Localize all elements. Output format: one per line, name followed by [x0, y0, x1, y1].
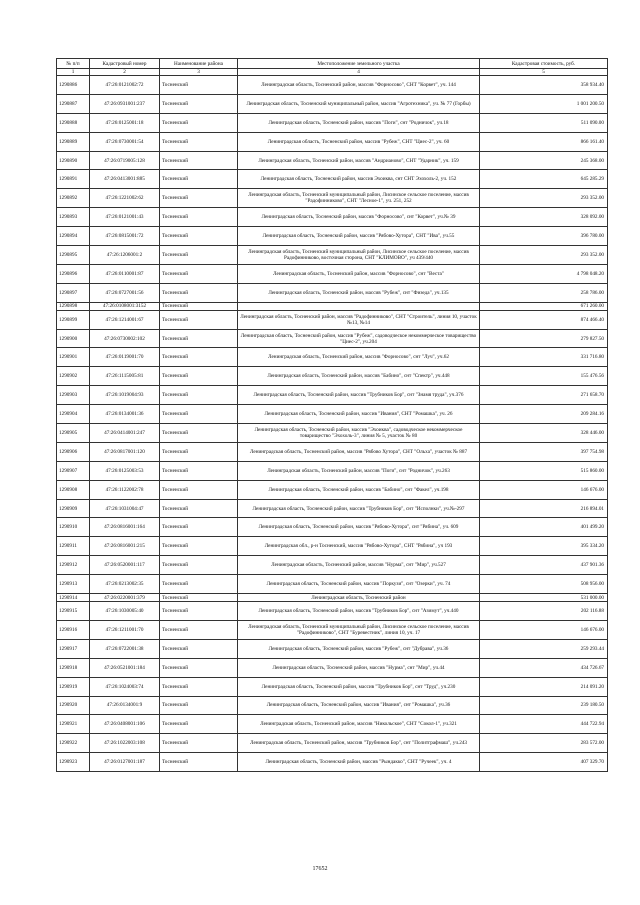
plot-location-cell: Ленинградская область, Тосненский район, массив "Эхоиква", садоводческое некоммерческое товарищество "Эхохоль-3", линия № 5, участок № 80 [238, 424, 480, 443]
row-number-cell: 1290894 [57, 227, 90, 246]
district-name-cell: Тосненский [160, 575, 238, 594]
district-name-cell: Тосненский [160, 113, 238, 132]
cadastral-value-cell: 146 676.00 [480, 620, 608, 639]
table-row [57, 442, 608, 461]
cadastral-value-cell: 508 956.00 [480, 575, 608, 594]
cadastral-value-cell: 328 446.00 [480, 424, 608, 443]
plot-location-cell: Ленинградская область, Тосненский район, массив "Рубеж", садоводческое некоммерческое товарищество "Циес-2", уч.204 [238, 329, 480, 348]
row-number-cell: 1290923 [57, 753, 90, 772]
cadastral-number-cell: 47:26:0816001:164 [90, 518, 160, 537]
plot-location-cell: Ленинградская область, Тосненский район, массив "Радофинниково", СНТ "Строитель", линия 10, участок №13, №14 [238, 310, 480, 329]
district-name-cell: Тосненский [160, 480, 238, 499]
cadastral-value-cell: 293 352.00 [480, 246, 608, 265]
row-number-cell: 1290909 [57, 499, 90, 518]
header-cadastral-value: Кадастровая стоимость, руб. [480, 59, 608, 69]
row-number-cell: 1290897 [57, 283, 90, 302]
row-number-cell: 1290893 [57, 208, 90, 227]
table-row [57, 189, 608, 208]
row-number-cell: 1290921 [57, 715, 90, 734]
district-name-cell: Тосненский [160, 677, 238, 696]
table-row [57, 734, 608, 753]
header-column-index-5: 5 [480, 69, 608, 76]
cadastral-value-cell: 209 284.16 [480, 405, 608, 424]
plot-location-cell: Ленинградская область, Тосненский район, массив "Форносово", снт "Веста" [238, 264, 480, 283]
header-column-index-1: 1 [57, 69, 90, 76]
plot-location-cell: Ленинградская область, Тосненский район, массив "Нурма", снт "Мир", уч.527 [238, 556, 480, 575]
cadastral-number-cell: 47:26:1122002:78 [90, 480, 160, 499]
cadastral-number-cell: 47:26:0414001:247 [90, 424, 160, 443]
cadastral-value-cell: 328 092.00 [480, 208, 608, 227]
cadastral-value-cell: 239 180.50 [480, 696, 608, 715]
row-number-cell: 1290886 [57, 76, 90, 95]
district-name-cell: Тосненский [160, 283, 238, 302]
district-name-cell: Тосненский [160, 246, 238, 265]
district-name-cell: Тосненский [160, 132, 238, 151]
district-name-cell: Тосненский [160, 734, 238, 753]
district-name-cell: Тосненский [160, 556, 238, 575]
plot-location-cell: Ленинградская область, Тосненский муниципальный район, Лисинское сельское поселение, массив "Радофинниково", СНТ "Лесное-1", уч. 251, 252 [238, 189, 480, 208]
cadastral-number-cell: 47:26:0408001:106 [90, 715, 160, 734]
row-number-cell: 1290915 [57, 602, 90, 621]
district-name-cell: Тосненский [160, 310, 238, 329]
district-name-cell: Тосненский [160, 696, 238, 715]
cadastral-value-cell: 4 798 048.20 [480, 264, 608, 283]
plot-location-cell: Ленинградская область, Тосненский район, массив "Рябово Хутора", СНТ "Ольха", участок № 887 [238, 442, 480, 461]
cadastral-number-cell: 47:26:0815001:72 [90, 227, 160, 246]
cadastral-number-cell: 47:26:0125001:18 [90, 113, 160, 132]
cadastral-value-cell: 293 352.00 [480, 189, 608, 208]
table-row [57, 132, 608, 151]
plot-location-cell: Ленинградская область, Тосненский район, массив "Рындакко", СНТ "Ручеек", уч. 4 [238, 753, 480, 772]
cadastral-number-cell: 47:26:0134001:36 [90, 405, 160, 424]
table-row [57, 329, 608, 348]
plot-location-cell: Ленинградская область, Тосненский район, массив "Трубников Бор", снт "Исполнки", уч.№-297 [238, 499, 480, 518]
table-row [57, 620, 608, 639]
cadastral-number-cell: 47:26:1214001:67 [90, 310, 160, 329]
plot-location-cell: Ленинградская область, Тосненский район, массив "Трубников Бор", снт "Азимут", уч.440 [238, 602, 480, 621]
district-name-cell: Тосненский [160, 499, 238, 518]
table-row [57, 348, 608, 367]
row-number-cell: 1290889 [57, 132, 90, 151]
plot-location-cell: Ленинградская область, Тосненский район, массив "Поги", снт "Родничок", уч.263 [238, 461, 480, 480]
cadastral-value-cell: 531 000.00 [480, 594, 608, 602]
row-number-cell: 1290890 [57, 151, 90, 170]
row-number-cell: 1290887 [57, 94, 90, 113]
table-row [57, 264, 608, 283]
district-name-cell: Тосненский [160, 537, 238, 556]
row-number-cell: 1290911 [57, 537, 90, 556]
plot-location-cell: Ленинградская область, Тосненский район, массив "Андрианово", СНТ "Ударник", уч. 159 [238, 151, 480, 170]
district-name-cell: Тосненский [160, 658, 238, 677]
district-name-cell: Тосненский [160, 424, 238, 443]
table-row [57, 113, 608, 132]
cadastral-number-cell: 47:26:0125003:53 [90, 461, 160, 480]
cadastral-value-cell: 434 726.67 [480, 658, 608, 677]
cadastral-number-cell: 47:26:0213002:35 [90, 575, 160, 594]
cadastral-value-cell: 645 285.29 [480, 170, 608, 189]
district-name-cell: Тосненский [160, 620, 238, 639]
cadastral-number-cell: 47:26:0121002:72 [90, 76, 160, 95]
cadastral-number-cell: 47:26:0121001:43 [90, 208, 160, 227]
cadastral-number-cell: 47:26:0521001:184 [90, 658, 160, 677]
cadastral-number-cell: 47:26:0722001:38 [90, 639, 160, 658]
cadastral-value-cell: 216 894.01 [480, 499, 608, 518]
row-number-cell: 1290901 [57, 348, 90, 367]
district-name-cell: Тосненский [160, 76, 238, 95]
row-number-cell: 1290888 [57, 113, 90, 132]
row-number-cell: 1290902 [57, 367, 90, 386]
row-number-cell: 1290896 [57, 264, 90, 283]
table-row [57, 639, 608, 658]
cadastral-number-cell: 47:26:1019004:93 [90, 386, 160, 405]
row-number-cell: 1290891 [57, 170, 90, 189]
district-name-cell: Тосненский [160, 442, 238, 461]
cadastral-number-cell: 47:26:1206001:2 [90, 246, 160, 265]
row-number-cell: 1290906 [57, 442, 90, 461]
cadastral-number-cell: 47:26:0220001:379 [90, 594, 160, 602]
cadastral-value-cell: 146 676.00 [480, 480, 608, 499]
row-number-cell: 1290903 [57, 386, 90, 405]
cadastral-value-cell: 401 499.20 [480, 518, 608, 537]
district-name-cell: Тосненский [160, 715, 238, 734]
cadastral-number-cell: 47:26:0730002:102 [90, 329, 160, 348]
plot-location-cell: Ленинградская область, Тосненский район, массив "Рубеж", снт "Физеда", уч.135 [238, 283, 480, 302]
table-row [57, 405, 608, 424]
table-row [57, 594, 608, 602]
table-row [57, 227, 608, 246]
table-row [57, 480, 608, 499]
cadastral-number-cell: 47:26:0931001:237 [90, 94, 160, 113]
cadastral-number-cell: 47:26:0108001:3152 [90, 302, 160, 310]
cadastral-value-cell: 866 161.40 [480, 132, 608, 151]
cadastral-value-cell: 271 658.70 [480, 386, 608, 405]
district-name-cell: Тосненский [160, 189, 238, 208]
row-number-cell: 1290900 [57, 329, 90, 348]
row-number-cell: 1290914 [57, 594, 90, 602]
cadastral-number-cell: 47:26:0730001:54 [90, 132, 160, 151]
header-row-number: № п/п [57, 59, 90, 69]
table-row [57, 537, 608, 556]
row-number-cell: 1290918 [57, 658, 90, 677]
plot-location-cell: Ленинградская область, Тосненский район, массив "Поркузи", снт "Озерки", уч. 74 [238, 575, 480, 594]
cadastral-value-cell: 279 827.50 [480, 329, 608, 348]
district-name-cell: Тосненский [160, 302, 238, 310]
header-column-index-3: 3 [160, 69, 238, 76]
plot-location-cell: Ленинградская область, Тосненский район, массив "Рябово-Хутора", снт "Рябина", уч. 609 [238, 518, 480, 537]
table-header [57, 59, 608, 76]
table-row [57, 151, 608, 170]
district-name-cell: Тосненский [160, 94, 238, 113]
table-row [57, 499, 608, 518]
plot-location-cell: Ленинградская область, Тосненский район, массив "Ивания", снт "Ромашка", уч.36 [238, 696, 480, 715]
table-row [57, 575, 608, 594]
plot-location-cell: Ленинградская область, Тосненский район, массив "Форносово", снт "Корвет", уч.№ 39 [238, 208, 480, 227]
cadastral-value-cell: 437 901.36 [480, 556, 608, 575]
plot-location-cell: Ленинградская область, Тосненский муниципальный район, массив "Агротехника", уч. № 77 (Горбы) [238, 94, 480, 113]
cadastral-number-cell: 47:26:0119001:70 [90, 348, 160, 367]
page-number: 17652 [312, 866, 328, 872]
row-number-cell: 1290913 [57, 575, 90, 594]
cadastral-number-cell: 47:26:0110001:87 [90, 264, 160, 283]
row-number-cell: 1290916 [57, 620, 90, 639]
table-row [57, 715, 608, 734]
plot-location-cell: Ленинградская область, Тосненский район, массив "Рубеж", снт "Дубрава", уч.36 [238, 639, 480, 658]
plot-location-cell: Ленинградская область, Тосненский район [238, 594, 480, 602]
plot-location-cell: Ленинградская область, Тосненский муниципальный район, Лисинское сельское поселение, массив "Радофинниково", СНТ "Буревестник", линия 10, уч. 17 [238, 620, 480, 639]
district-name-cell: Тосненский [160, 151, 238, 170]
district-name-cell: Тосненский [160, 594, 238, 602]
cadastral-number-cell: 47:26:1211001:70 [90, 620, 160, 639]
row-number-cell: 1290899 [57, 310, 90, 329]
plot-location-cell: Ленинградская область, Тосненский район, массив "Бабино", снт "Спектр", уч.448 [238, 367, 480, 386]
row-number-cell: 1290919 [57, 677, 90, 696]
plot-location-cell: Ленинградская область, Тосненский район, массив "Нурма", снт "Мир", уч.44 [238, 658, 480, 677]
table-row [57, 94, 608, 113]
table-row [57, 302, 608, 310]
table-row [57, 310, 608, 329]
cadastral-value-cell: 245 368.00 [480, 151, 608, 170]
district-name-cell: Тосненский [160, 227, 238, 246]
district-name-cell: Тосненский [160, 348, 238, 367]
plot-location-cell: Ленинградская область, Тосненский район, массив "Форносово", СНТ "Корвет", уч. 144 [238, 76, 480, 95]
table-row [57, 170, 608, 189]
row-number-cell: 1290920 [57, 696, 90, 715]
cadastral-number-cell: 47:26:1022003:108 [90, 734, 160, 753]
table-row [57, 658, 608, 677]
row-number-cell: 1290910 [57, 518, 90, 537]
cadastral-value-cell: 358 934.40 [480, 76, 608, 95]
header-cadastral-number: Кадастровый номер [90, 59, 160, 69]
row-number-cell: 1290907 [57, 461, 90, 480]
plot-location-cell: Ленинградская область, Тосненский район, массив "Форносово", снт "Луч", уч.62 [238, 348, 480, 367]
cadastral-number-cell: 47:26:0719005:128 [90, 151, 160, 170]
plot-location-cell: Ленинградская обл., р-н Тосненский, массив "Рябово-Хутора", СНТ "Рябина", уч 193 [238, 537, 480, 556]
plot-location-cell: Ленинградская область, Тосненский муниципальный район, Лисинское сельское поселение, массив Радофинниково, восточная сторона, СНТ "КЛИМОВО", уч 439/440 [238, 246, 480, 265]
cadastral-number-cell: 47:26:1030005:40 [90, 602, 160, 621]
header-district-name: Наименование района [160, 59, 238, 69]
cadastral-number-cell: 47:26:0413001:885 [90, 170, 160, 189]
district-name-cell: Тосненский [160, 367, 238, 386]
district-name-cell: Тосненский [160, 753, 238, 772]
district-name-cell: Тосненский [160, 461, 238, 480]
district-name-cell: Тосненский [160, 602, 238, 621]
district-name-cell: Тосненский [160, 329, 238, 348]
cadastral-value-cell: 396 780.00 [480, 227, 608, 246]
plot-location-cell: Ленинградская область, Тосненский район, массив "Трубников Бор", снт "Знамя труда", уч.376 [238, 386, 480, 405]
plot-location-cell: Ленинградская область, Тосненский район, массив "Трубников Бор", снт "Политграфмаш", уч.243 [238, 734, 480, 753]
cadastral-value-cell: 155 476.56 [480, 367, 608, 386]
table-row [57, 246, 608, 265]
cadastral-value-cell: 202 116.88 [480, 602, 608, 621]
cadastral-value-cell: 258 786.00 [480, 283, 608, 302]
cadastral-value-cell: 397 754.98 [480, 442, 608, 461]
table-row [57, 386, 608, 405]
table-row [57, 461, 608, 480]
header-plot-location: Местоположение земельного участка [238, 59, 480, 69]
table-row [57, 367, 608, 386]
cadastral-value-cell: 283 572.00 [480, 734, 608, 753]
row-number-cell: 1290898 [57, 302, 90, 310]
table-row [57, 424, 608, 443]
table-row [57, 208, 608, 227]
district-name-cell: Тосненский [160, 208, 238, 227]
plot-location-cell: Ленинградская область, Тосненский район, массив "Поги", снт "Родничок", уч.18 [238, 113, 480, 132]
cadastral-number-cell: 47:26:0520001:117 [90, 556, 160, 575]
cadastral-value-table-sheet [56, 58, 607, 772]
plot-location-cell: Ленинградская область, Тосненский район, массив "Трубников Бор", снт "Труд", уч.230 [238, 677, 480, 696]
district-name-cell: Тосненский [160, 518, 238, 537]
cadastral-value-cell: 395 334.20 [480, 537, 608, 556]
row-number-cell: 1290892 [57, 189, 90, 208]
header-column-index-2: 2 [90, 69, 160, 76]
cadastral-value-cell: 214 091.20 [480, 677, 608, 696]
cadastral-number-cell: 47:26:0134001:9 [90, 696, 160, 715]
district-name-cell: Тосненский [160, 386, 238, 405]
row-number-cell: 1290904 [57, 405, 90, 424]
district-name-cell: Тосненский [160, 170, 238, 189]
cadastral-number-cell: 47:26:1221002:62 [90, 189, 160, 208]
cadastral-value-cell: 407 329.70 [480, 753, 608, 772]
cadastral-number-cell: 47:26:0816001:215 [90, 537, 160, 556]
cadastral-number-cell: 47:26:0727001:56 [90, 283, 160, 302]
table-body [57, 76, 608, 772]
table-row [57, 76, 608, 95]
plot-location-cell: Ленинградская область, Тосненский район, массив "Ивания", СНТ "Ромашка", уч. 26 [238, 405, 480, 424]
row-number-cell: 1290912 [57, 556, 90, 575]
district-name-cell: Тосненский [160, 405, 238, 424]
row-number-cell: 1290905 [57, 424, 90, 443]
cadastral-number-cell: 47:26:1024003:74 [90, 677, 160, 696]
cadastral-value-cell: 515 860.00 [480, 461, 608, 480]
district-name-cell: Тосненский [160, 639, 238, 658]
row-number-cell: 1290895 [57, 246, 90, 265]
cadastral-value-cell: 874 466.40 [480, 310, 608, 329]
cadastral-value-cell: 511 090.00 [480, 113, 608, 132]
table-row [57, 283, 608, 302]
plot-location-cell: Ленинградская область, Тосненский район, массив "Никольское", СНТ "Сокол-1", уч.321 [238, 715, 480, 734]
cadastral-number-cell: 47:26:0817001:120 [90, 442, 160, 461]
district-name-cell: Тосненский [160, 264, 238, 283]
row-number-cell: 1290922 [57, 734, 90, 753]
plot-location-cell: Ленинградская область, Тосненский район, массив "Бабино", снт "Факел", уч.198 [238, 480, 480, 499]
table-row [57, 753, 608, 772]
cadastral-number-cell: 47:26:0127001:187 [90, 753, 160, 772]
cadastral-value-cell: 444 722.94 [480, 715, 608, 734]
table-row [57, 518, 608, 537]
cadastral-value-cell: 259 293.44 [480, 639, 608, 658]
cadastral-value-cell: 671 260.00 [480, 302, 608, 310]
table-row [57, 696, 608, 715]
cadastral-number-cell: 47:26:1031004:47 [90, 499, 160, 518]
table-row [57, 556, 608, 575]
row-number-cell: 1290917 [57, 639, 90, 658]
table-row [57, 602, 608, 621]
cadastral-value-table [56, 58, 608, 772]
cadastral-value-cell: 1 001 200.50 [480, 94, 608, 113]
plot-location-cell: Ленинградская область, Тосненский район, массив "Рубеж", СНТ "Циес-2", уч. 60 [238, 132, 480, 151]
header-column-index-4: 4 [238, 69, 480, 76]
plot-location-cell: Ленинградская область, Тосненский район, массив "Рябово-Хутора", СНТ "Ива", уч.55 [238, 227, 480, 246]
cadastral-value-cell: 331 716.80 [480, 348, 608, 367]
plot-location-cell: Ленинградская область, Тосненский район, массив Эхоиква, снт СНТ Эхохоль-2, уч. 152 [238, 170, 480, 189]
row-number-cell: 1290908 [57, 480, 90, 499]
table-row [57, 677, 608, 696]
plot-location-cell [238, 302, 480, 310]
cadastral-number-cell: 47:26:1115005:81 [90, 367, 160, 386]
